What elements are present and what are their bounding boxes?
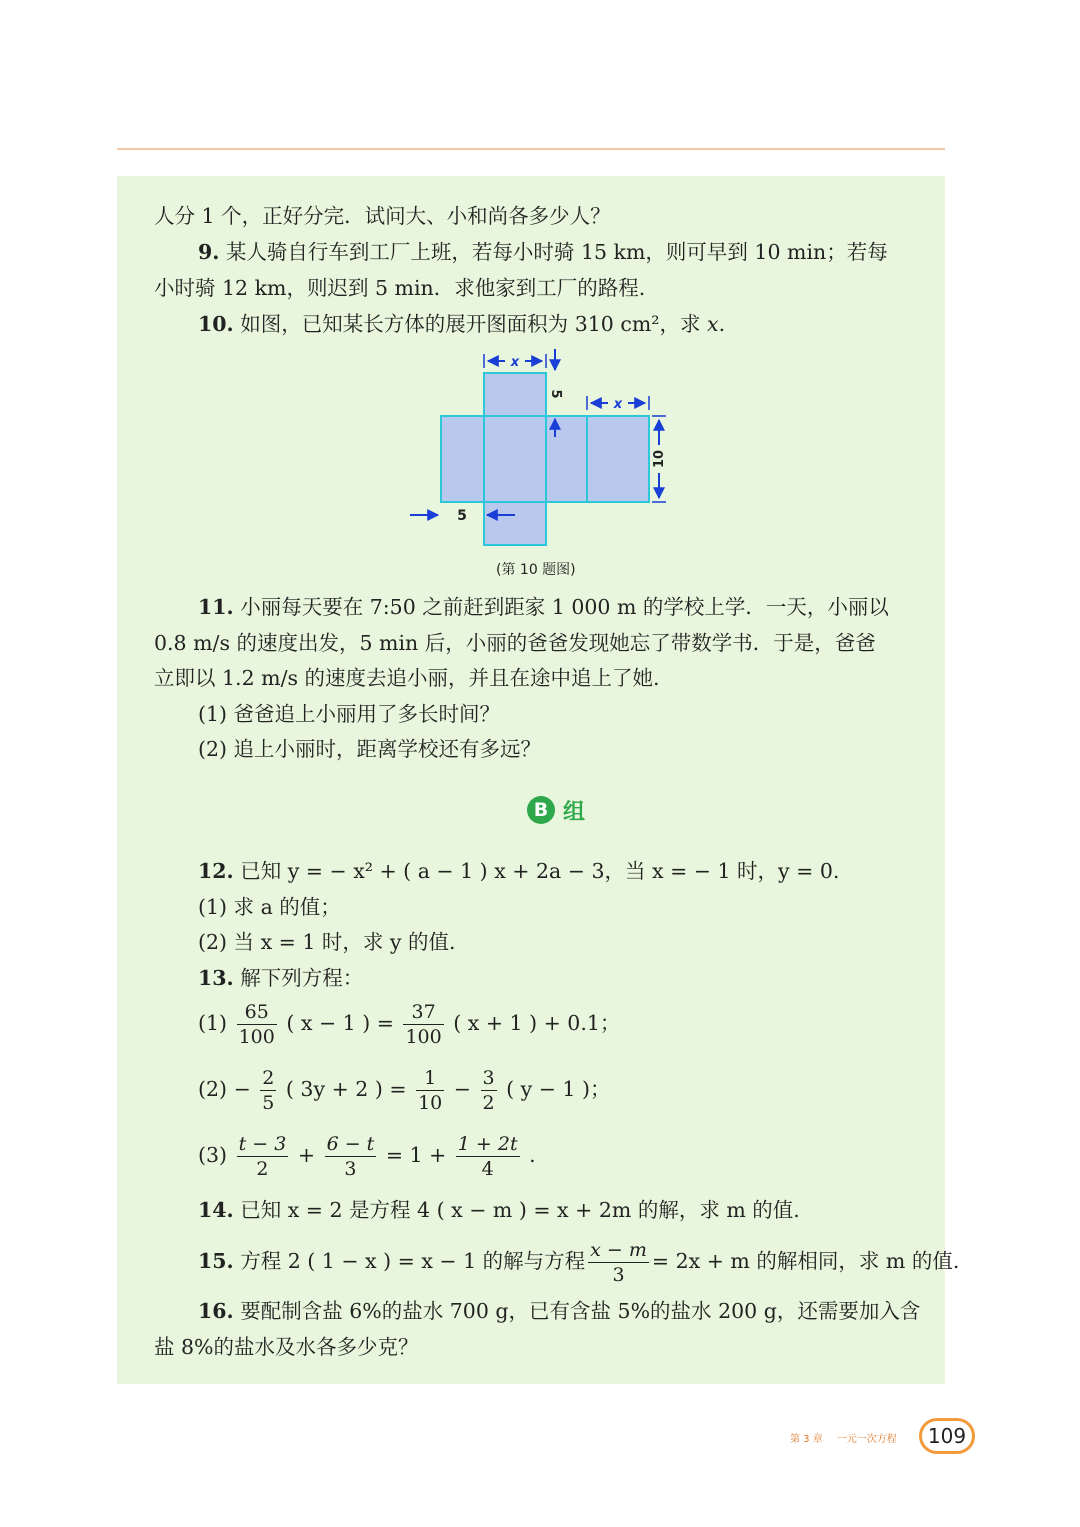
fraction: $\frac{t - 3}{2}$ [238, 1133, 287, 1180]
expression: + [297, 1143, 316, 1167]
equation-label: (3) [198, 1143, 228, 1167]
expression: ( x − 1 ) = [286, 1011, 394, 1035]
label-x-right: x [613, 397, 623, 412]
net-face-left [441, 416, 484, 502]
problem-number: 10. [198, 312, 234, 336]
problem-text: 如图，已知某长方体的展开图面积为 310 cm²，求 [233, 312, 708, 336]
fraction: $\frac{3}{2}$ [482, 1067, 495, 1114]
equation-1 [198, 1000, 620, 1049]
net-face-bottom [484, 502, 546, 545]
fraction: $\frac{65}{100}$ [238, 1001, 275, 1048]
problem-number: 14. [198, 1198, 234, 1222]
problem-9-line1 [198, 238, 888, 266]
fraction: $\frac{37}{100}$ [405, 1001, 442, 1048]
problem-8-continuation: 人分 1 个，正好分完．试问大、小和尚各多少人？ [154, 204, 611, 228]
problem-number: 15. [198, 1249, 234, 1273]
header-rule [117, 148, 945, 150]
problem-number: 13. [198, 966, 234, 990]
expression: ( 3y + 2 ) = [285, 1077, 407, 1101]
variable-x: x [707, 312, 719, 336]
equation-3 [198, 1132, 536, 1181]
expression: ( y − 1 )； [506, 1077, 611, 1101]
expression: − [453, 1077, 471, 1101]
problem-16-line1 [198, 1297, 920, 1325]
equation-label: (2) [198, 1077, 228, 1101]
problem-11-q2: (2) 追上小丽时，距离学校还有多远？ [198, 737, 542, 761]
problem-text: 要配制含盐 6%的盐水 700 g，已有含盐 5%的盐水 200 g，还需要加入含 [233, 1299, 921, 1323]
fraction: $\frac{1 + 2t}{4}$ [457, 1133, 518, 1180]
problem-text: 小丽每天要在 7:50 之前赶到距家 1 000 m 的学校上学．一天，小丽以 [233, 595, 889, 619]
fraction: $\frac{x - m}{3}$ [590, 1239, 647, 1286]
expression: ( x + 1 ) + 0.1； [453, 1011, 621, 1035]
problem-11-line2: 0.8 m/s 的速度出发，5 min 后，小丽的爸爸发现她忘了带数学书．于是，爸爸 [154, 631, 876, 655]
chapter-title: 一元一次方程 [836, 1434, 897, 1445]
footer-chapter [790, 1430, 911, 1445]
problem-text: 已知 x = 2 是方程 4 ( x − m ) = x + 2m 的解，求 m 的值. [233, 1198, 800, 1222]
expression: − [233, 1077, 251, 1101]
expression: . [529, 1143, 536, 1167]
problem-text: 解下列方程： [233, 966, 364, 990]
label-x-top: x [510, 355, 520, 370]
period: . [718, 312, 726, 336]
group-b-heading [527, 795, 585, 825]
label-five-horizontal: 5 [457, 508, 467, 524]
problem-text: 已知 y = − x² + ( a − 1 ) x + 2a − 3，当 x = − 1 时，y = 0. [233, 859, 840, 883]
fraction: $\frac{2}{5}$ [262, 1067, 275, 1114]
problem-11-line1 [198, 593, 889, 621]
problem-12-q2: (2) 当 x = 1 时，求 y 的值. [198, 930, 456, 954]
equation-label: (1) [198, 1011, 228, 1035]
problem-11-line3: 立即以 1.2 m/s 的速度去追小丽，并且在途中追上了她. [154, 666, 660, 690]
equation-2 [198, 1066, 611, 1115]
problem-number: 9. [198, 240, 220, 264]
problem-number: 11. [198, 595, 234, 619]
problem-14 [198, 1196, 800, 1224]
problem-number: 12. [198, 859, 234, 883]
problem-text: 方程 2 ( 1 − x ) = x − 1 的解与方程 [233, 1249, 586, 1273]
net-face-back [587, 416, 649, 502]
problem-10 [198, 310, 725, 338]
problem-9-line2: 小时骑 12 km，则迟到 5 min．求他家到工厂的路程. [154, 276, 646, 300]
problem-12 [198, 857, 839, 885]
problem-13 [198, 964, 363, 992]
problem-text: 某人骑自行车到工厂上班，若每小时骑 15 km，则可早到 10 min；若每 [219, 240, 888, 264]
net-face-top [484, 373, 546, 416]
group-b-badge: B [527, 796, 555, 824]
cuboid-net-figure [400, 345, 680, 555]
problem-number: 16. [198, 1299, 234, 1323]
fraction: $\frac{1}{10}$ [418, 1067, 443, 1114]
problem-16-line2: 盐 8%的盐水及水各多少克？ [154, 1335, 419, 1359]
page-number: 109 [919, 1418, 975, 1454]
label-five-vertical: 5 [548, 389, 563, 399]
figure-caption: (第 10 题图) [496, 562, 576, 578]
fraction: $\frac{6 - t}{3}$ [326, 1133, 375, 1180]
problem-15 [198, 1238, 959, 1287]
expression: = 1 + [385, 1143, 447, 1167]
net-face-front [484, 416, 546, 502]
label-ten: 10 [652, 449, 667, 469]
problem-11-q1: (1) 爸爸追上小丽用了多长时间？ [198, 702, 501, 726]
group-b-word: 组 [563, 798, 586, 825]
chapter-number: 第 3 章 [790, 1434, 823, 1445]
problem-12-q1: (1) 求 a 的值； [198, 895, 341, 919]
net-face-right [546, 416, 587, 502]
problem-text: = 2x + m 的解相同，求 m 的值. [651, 1249, 960, 1273]
